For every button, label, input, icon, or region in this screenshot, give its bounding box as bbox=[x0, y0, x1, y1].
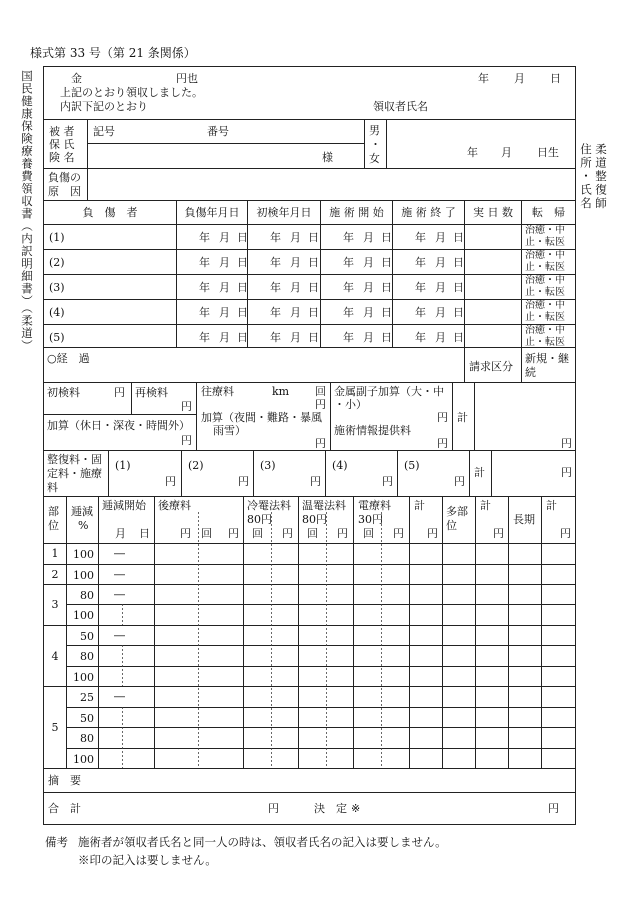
reduction-start-dash-1: ― bbox=[114, 547, 125, 560]
reduction-percent-value: 80 bbox=[80, 650, 94, 663]
detail-subtotal-label: 計 bbox=[414, 499, 425, 512]
detail-reduction-label-1: 逓減 bbox=[71, 505, 93, 518]
detail-long-subtotal-yen: 円 bbox=[560, 527, 571, 540]
injury-date-unit: 年 bbox=[343, 231, 354, 244]
insured-label-3: 険 名 bbox=[49, 151, 75, 164]
holiday-addition-yen: 円 bbox=[181, 434, 192, 447]
detail-month-label: 月 bbox=[115, 527, 126, 540]
bango-label: 番号 bbox=[207, 125, 229, 138]
practitioner-label: 柔道整復師 bbox=[594, 143, 608, 211]
progress-label: ○経 過 bbox=[47, 352, 90, 365]
injury-outcome-line-2: 止・転医 bbox=[525, 287, 565, 298]
total-label: 合 計 bbox=[48, 802, 81, 815]
insured-label-1: 被 者 bbox=[49, 125, 75, 138]
visit-fee-km: km bbox=[272, 385, 290, 398]
injury-date-unit: 月 bbox=[435, 331, 446, 344]
receipt-month: 月 bbox=[514, 72, 525, 85]
detail-multi-part-label-2: 位 bbox=[446, 519, 457, 532]
setting-fee-item-label: (5) bbox=[404, 459, 420, 472]
injury-date-unit: 日 bbox=[308, 231, 319, 244]
injury-date-unit: 月 bbox=[219, 306, 230, 319]
reduction-percent-value: 50 bbox=[80, 630, 94, 643]
detail-cold-label-1: 冷罨法料 bbox=[247, 499, 291, 512]
setting-fee-label-3: 料 bbox=[47, 481, 58, 494]
reduction-percent-value: 100 bbox=[73, 753, 94, 766]
injury-date-unit: 年 bbox=[199, 256, 210, 269]
practitioner-address-label: 住所・氏名 bbox=[579, 143, 593, 211]
detail-aftercare-count: 回 bbox=[201, 527, 212, 540]
injury-date-unit: 年 bbox=[415, 331, 426, 344]
part-number-1: 1 bbox=[51, 547, 59, 560]
header-injury-date: 負傷年月日 bbox=[184, 206, 240, 219]
injury-date-unit: 月 bbox=[219, 281, 230, 294]
detail-long-term-label: 長期 bbox=[513, 513, 535, 526]
detail-warm-label-2: 80円 bbox=[302, 513, 327, 526]
injury-date-unit: 年 bbox=[415, 256, 426, 269]
injury-date-unit: 月 bbox=[219, 331, 230, 344]
breakdown-text: 内訳下記のとおり bbox=[60, 100, 148, 113]
setting-fee-item-yen: 円 bbox=[454, 475, 465, 488]
reduction-start-dash-3: ― bbox=[114, 588, 125, 601]
initial-exam-fee-yen: 円 bbox=[114, 386, 125, 399]
injury-date-unit: 年 bbox=[343, 281, 354, 294]
birth-month: 月 bbox=[501, 146, 512, 159]
reduction-start-dash-2: ― bbox=[114, 568, 125, 581]
detail-long-subtotal-label: 計 bbox=[546, 499, 557, 512]
initial-exam-fee-label: 初検料 bbox=[47, 386, 80, 399]
header-treatment-start: 施 術 開 始 bbox=[329, 206, 384, 219]
detail-reduction-label-2: % bbox=[78, 519, 89, 532]
part-number-2: 2 bbox=[51, 568, 59, 581]
detail-part-label-2: 位 bbox=[48, 519, 59, 532]
reduction-percent-value: 80 bbox=[80, 732, 94, 745]
reduction-percent-value: 100 bbox=[73, 548, 94, 561]
decision-label: 決 定 bbox=[314, 802, 347, 815]
injury-date-unit: 月 bbox=[363, 281, 374, 294]
part-number-5: 5 bbox=[51, 721, 59, 734]
total-yen: 円 bbox=[268, 802, 279, 815]
injury-date-unit: 日 bbox=[381, 281, 392, 294]
injury-date-unit: 年 bbox=[415, 281, 426, 294]
notes-label: 備考 bbox=[45, 835, 68, 849]
injury-date-unit: 年 bbox=[343, 256, 354, 269]
detail-electro-label-1: 電療料 bbox=[358, 499, 391, 512]
injury-date-unit: 日 bbox=[308, 281, 319, 294]
detail-subtotal-yen: 円 bbox=[427, 527, 438, 540]
injury-date-unit: 月 bbox=[435, 281, 446, 294]
injury-outcome-line-2: 止・転医 bbox=[525, 312, 565, 323]
injury-date-unit: 年 bbox=[199, 231, 210, 244]
holiday-addition-label: 加算（休日・深夜・時間外） bbox=[47, 419, 190, 432]
header-injured-person: 負 傷 者 bbox=[82, 206, 138, 219]
setting-fee-item-label: (4) bbox=[332, 459, 348, 472]
setting-fee-label-2: 定料・施療 bbox=[47, 467, 102, 480]
amount-yen-label: 円也 bbox=[176, 72, 198, 85]
note-2: ※印の記入は要しません。 bbox=[78, 853, 217, 867]
injury-outcome-line-2: 止・転医 bbox=[525, 262, 565, 273]
re-exam-fee-yen: 円 bbox=[181, 400, 192, 413]
visit-fee-count: 回 bbox=[315, 385, 326, 398]
setting-fee-subtotal-yen: 円 bbox=[561, 466, 572, 479]
header-treatment-end: 施 術 終 了 bbox=[401, 206, 456, 219]
sex-male: 男 bbox=[369, 124, 380, 137]
injury-date-unit: 月 bbox=[290, 281, 301, 294]
reduction-start-dash-4: ― bbox=[114, 629, 125, 642]
injury-date-unit: 年 bbox=[270, 256, 281, 269]
injury-outcome-line-2: 止・転医 bbox=[525, 337, 565, 348]
injury-date-unit: 年 bbox=[415, 306, 426, 319]
injury-date-unit: 日 bbox=[453, 331, 464, 344]
fees-subtotal-label: 計 bbox=[457, 411, 468, 424]
receipt-day: 日 bbox=[550, 72, 561, 85]
injury-outcome-line-1: 治癒・中 bbox=[525, 275, 565, 286]
injury-row-label: (4) bbox=[49, 306, 65, 319]
injury-date-unit: 日 bbox=[453, 306, 464, 319]
injury-date-unit: 日 bbox=[453, 231, 464, 244]
birth-year: 年 bbox=[467, 146, 478, 159]
injury-date-unit: 月 bbox=[290, 231, 301, 244]
injury-date-unit: 月 bbox=[219, 231, 230, 244]
re-exam-fee-label: 再検料 bbox=[135, 386, 168, 399]
injury-outcome-line-1: 治癒・中 bbox=[525, 250, 565, 261]
claim-category-label: 請求区分 bbox=[469, 360, 513, 373]
info-fee-yen: 円 bbox=[437, 437, 448, 450]
injury-date-unit: 月 bbox=[290, 256, 301, 269]
injury-row-label: (3) bbox=[49, 281, 65, 294]
claim-category-value-1: 新規・継 bbox=[525, 352, 569, 365]
injury-cause-label-2: 原 因 bbox=[48, 185, 81, 198]
setting-fee-item-yen: 円 bbox=[382, 475, 393, 488]
injury-date-unit: 日 bbox=[453, 281, 464, 294]
metal-splint-label-2: ・小） bbox=[334, 398, 367, 411]
receipt-year: 年 bbox=[478, 72, 489, 85]
form-number: 様式第 33 号（第 21 条関係） bbox=[30, 46, 196, 60]
detail-multi-part-label-1: 多部 bbox=[446, 505, 468, 518]
header-actual-days: 実 日 数 bbox=[473, 206, 513, 219]
injury-date-unit: 年 bbox=[415, 231, 426, 244]
setting-fee-subtotal-label: 計 bbox=[474, 466, 485, 479]
injury-date-unit: 年 bbox=[343, 306, 354, 319]
injury-date-unit: 年 bbox=[270, 306, 281, 319]
detail-aftercare-label: 後療料 bbox=[158, 499, 191, 512]
injury-outcome-line-1: 治癒・中 bbox=[525, 325, 565, 336]
metal-splint-label-1: 金属副子加算（大・中 bbox=[334, 385, 444, 398]
part-number-4: 4 bbox=[51, 650, 59, 663]
sex-separator: ・ bbox=[370, 138, 381, 151]
setting-fee-item-yen: 円 bbox=[165, 475, 176, 488]
detail-part-label-1: 部 bbox=[48, 505, 59, 518]
detail-warm-count: 回 bbox=[307, 527, 318, 540]
setting-fee-item-label: (3) bbox=[260, 459, 276, 472]
injury-row-label: (1) bbox=[49, 231, 65, 244]
injury-date-unit: 年 bbox=[270, 231, 281, 244]
detail-cold-label-2: 80円 bbox=[247, 513, 272, 526]
injury-date-unit: 月 bbox=[363, 331, 374, 344]
sex-female: 女 bbox=[369, 152, 380, 165]
setting-fee-label-1: 整復料・固 bbox=[47, 453, 102, 466]
injury-row-label: (2) bbox=[49, 256, 65, 269]
fees-subtotal-yen: 円 bbox=[561, 437, 572, 450]
detail-aftercare-yen: 円 bbox=[180, 527, 191, 540]
reduction-percent-value: 80 bbox=[80, 589, 94, 602]
sama-label: 様 bbox=[322, 151, 333, 164]
injury-date-unit: 日 bbox=[308, 331, 319, 344]
reduction-percent-value: 25 bbox=[80, 691, 94, 704]
night-addition-label-2: 雨雪） bbox=[213, 424, 246, 437]
injury-date-unit: 日 bbox=[237, 281, 248, 294]
visit-fee-yen: 円 bbox=[315, 398, 326, 411]
detail-cold-count: 回 bbox=[252, 527, 263, 540]
decision-yen: 円 bbox=[548, 802, 559, 815]
injury-date-unit: 年 bbox=[270, 331, 281, 344]
injury-date-unit: 日 bbox=[237, 231, 248, 244]
receiver-name-label: 領収者氏名 bbox=[373, 100, 428, 113]
injury-date-unit: 年 bbox=[343, 331, 354, 344]
injury-date-unit: 日 bbox=[237, 331, 248, 344]
injury-date-unit: 日 bbox=[237, 256, 248, 269]
injury-date-unit: 日 bbox=[381, 231, 392, 244]
reduction-percent-value: 50 bbox=[80, 712, 94, 725]
injury-date-unit: 月 bbox=[435, 231, 446, 244]
injury-date-unit: 月 bbox=[435, 306, 446, 319]
injury-date-unit: 年 bbox=[199, 281, 210, 294]
detail-warm-yen: 円 bbox=[337, 527, 348, 540]
detail-aftercare-total-yen: 円 bbox=[228, 527, 239, 540]
injury-date-unit: 月 bbox=[363, 306, 374, 319]
night-addition-yen: 円 bbox=[315, 437, 326, 450]
injury-date-unit: 日 bbox=[381, 256, 392, 269]
claim-category-value-2: 続 bbox=[525, 366, 536, 379]
injury-date-unit: 年 bbox=[270, 281, 281, 294]
injury-date-unit: 月 bbox=[363, 231, 374, 244]
night-addition-label-1: 加算（夜間・難路・暴風 bbox=[201, 411, 322, 424]
injury-cause-label-1: 負傷の bbox=[48, 171, 81, 184]
form-title: 国民健康保険療養費領収書（内訳明細書）（柔道） bbox=[20, 70, 34, 352]
metal-splint-yen: 円 bbox=[437, 411, 448, 424]
setting-fee-item-yen: 円 bbox=[310, 475, 321, 488]
detail-warm-label-1: 温罨法料 bbox=[302, 499, 346, 512]
injury-date-unit: 日 bbox=[308, 256, 319, 269]
injury-date-unit: 年 bbox=[199, 306, 210, 319]
injury-date-unit: 日 bbox=[237, 306, 248, 319]
kigo-label: 記号 bbox=[93, 125, 115, 138]
reduction-percent-value: 100 bbox=[73, 609, 94, 622]
header-outcome: 転 帰 bbox=[532, 206, 565, 219]
injury-date-unit: 月 bbox=[290, 306, 301, 319]
detail-electro-yen: 円 bbox=[393, 527, 404, 540]
detail-day-label: 日 bbox=[139, 527, 150, 540]
decision-mark: ※ bbox=[351, 802, 361, 815]
summary-label: 摘 要 bbox=[48, 774, 81, 787]
injury-date-unit: 月 bbox=[290, 331, 301, 344]
detail-electro-label-2: 30円 bbox=[358, 513, 383, 526]
reduction-start-dash-5: ― bbox=[114, 690, 125, 703]
injury-outcome-line-1: 治癒・中 bbox=[525, 300, 565, 311]
detail-electro-count: 回 bbox=[363, 527, 374, 540]
injury-outcome-line-2: 止・転医 bbox=[525, 237, 565, 248]
injury-outcome-line-1: 治癒・中 bbox=[525, 225, 565, 236]
header-first-exam-date: 初検年月日 bbox=[256, 206, 312, 219]
injury-date-unit: 日 bbox=[453, 256, 464, 269]
setting-fee-item-yen: 円 bbox=[238, 475, 249, 488]
detail-reduction-start-label: 逓減開始 bbox=[102, 499, 146, 512]
injury-date-unit: 年 bbox=[199, 331, 210, 344]
note-1: 施術者が領収者氏名と同一人の時は、領収者氏名の記入は要しません。 bbox=[78, 835, 447, 849]
injury-date-unit: 日 bbox=[381, 331, 392, 344]
setting-fee-item-label: (1) bbox=[115, 459, 131, 472]
insured-label-2: 保 氏 bbox=[49, 138, 75, 151]
injury-date-unit: 月 bbox=[219, 256, 230, 269]
detail-cold-yen: 円 bbox=[282, 527, 293, 540]
injury-date-unit: 日 bbox=[381, 306, 392, 319]
visit-fee-label: 往療料 bbox=[201, 385, 234, 398]
received-text: 上記のとおり領収しました。 bbox=[60, 86, 203, 99]
detail-multi-subtotal-yen: 円 bbox=[493, 527, 504, 540]
info-fee-label: 施術情報提供料 bbox=[334, 424, 411, 437]
birth-day: 日生 bbox=[537, 146, 559, 159]
amount-label: 金 bbox=[71, 72, 82, 85]
injury-date-unit: 月 bbox=[435, 256, 446, 269]
injury-row-label: (5) bbox=[49, 331, 65, 344]
setting-fee-item-label: (2) bbox=[188, 459, 204, 472]
detail-multi-subtotal-label: 計 bbox=[480, 499, 491, 512]
injury-date-unit: 日 bbox=[308, 306, 319, 319]
reduction-percent-value: 100 bbox=[73, 671, 94, 684]
part-number-3: 3 bbox=[51, 598, 59, 611]
reduction-percent-value: 100 bbox=[73, 569, 94, 582]
injury-date-unit: 月 bbox=[363, 256, 374, 269]
